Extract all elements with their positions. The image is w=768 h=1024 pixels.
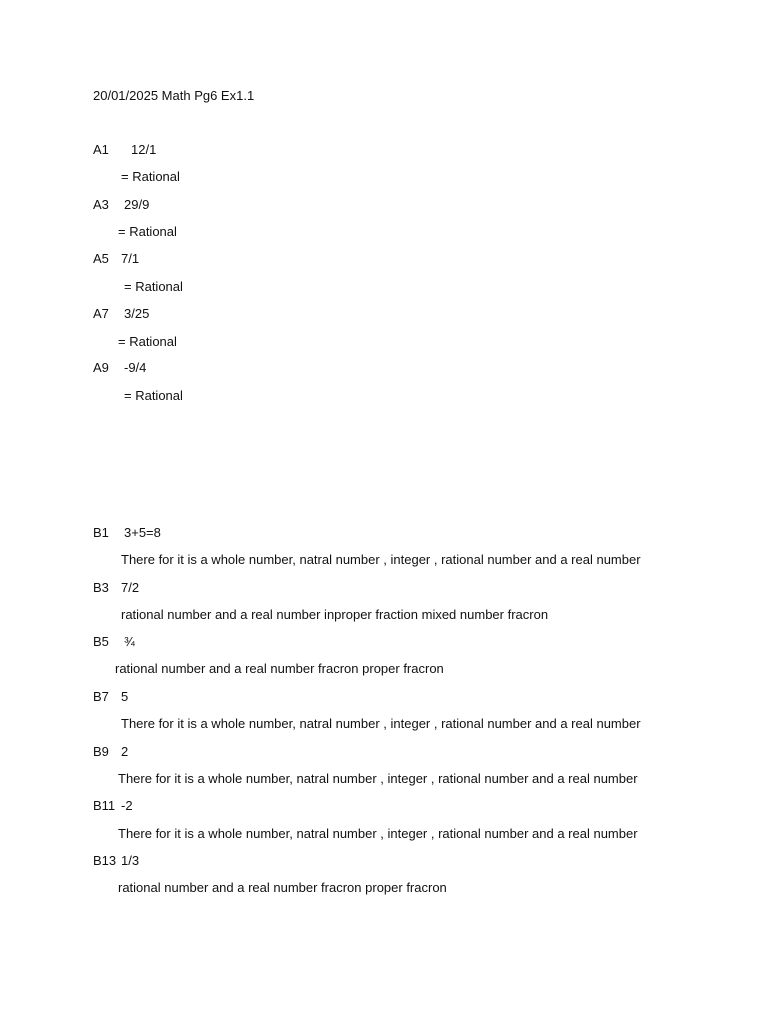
item-value-b5: ¾ [124,634,135,649]
item-label-b11: B11 [93,798,116,813]
item-answer-b1: There for it is a whole number, natral number , integer , rational number and a real number [121,552,641,567]
item-value-b1: 3+5=8 [124,525,161,540]
item-answer-a7: = Rational [118,334,177,349]
item-answer-b11: There for it is a whole number, natral number , integer , rational number and a real number [118,826,638,841]
item-answer-a9: = Rational [124,388,183,403]
item-answer-b13: rational number and a real number fracron proper fracron [118,880,447,895]
item-label-b13: B13 [93,853,117,868]
item-answer-a3: = Rational [118,224,177,239]
item-label-b3: B3 [93,580,109,595]
item-value-a3: 29/9 [124,197,150,212]
item-answer-b3: rational number and a real number inproper fraction mixed number fracron [121,607,549,622]
item-value-b3: 7/2 [121,580,140,595]
item-label-a7: A7 [93,306,109,321]
item-label-b7: B7 [93,689,109,704]
item-label-b9: B9 [93,744,109,759]
item-label-a9: A9 [93,360,109,375]
item-value-b13: 1/3 [121,853,140,868]
item-label-b5: B5 [93,634,109,649]
item-value-a7: 3/25 [124,306,150,321]
item-value-b7: 5 [121,689,129,704]
item-value-a1: 12/1 [131,142,157,157]
item-value-a9: -9/4 [124,360,147,375]
item-value-b9: 2 [121,744,129,759]
item-answer-b7: There for it is a whole number, natral number , integer , rational number and a real number [121,716,641,731]
page-header: 20/01/2025 Math Pg6 Ex1.1 [93,88,255,103]
item-answer-a1: = Rational [121,169,180,184]
item-answer-b5: rational number and a real number fracron proper fracron [115,661,444,676]
item-value-a5: 7/1 [121,251,140,266]
item-label-a1: A1 [93,142,109,157]
item-label-a5: A5 [93,251,109,266]
item-value-b11: -2 [121,798,133,813]
item-label-b1: B1 [93,525,109,540]
item-label-a3: A3 [93,197,109,212]
item-answer-a5: = Rational [124,279,183,294]
item-answer-b9: There for it is a whole number, natral number , integer , rational number and a real number [118,771,638,786]
